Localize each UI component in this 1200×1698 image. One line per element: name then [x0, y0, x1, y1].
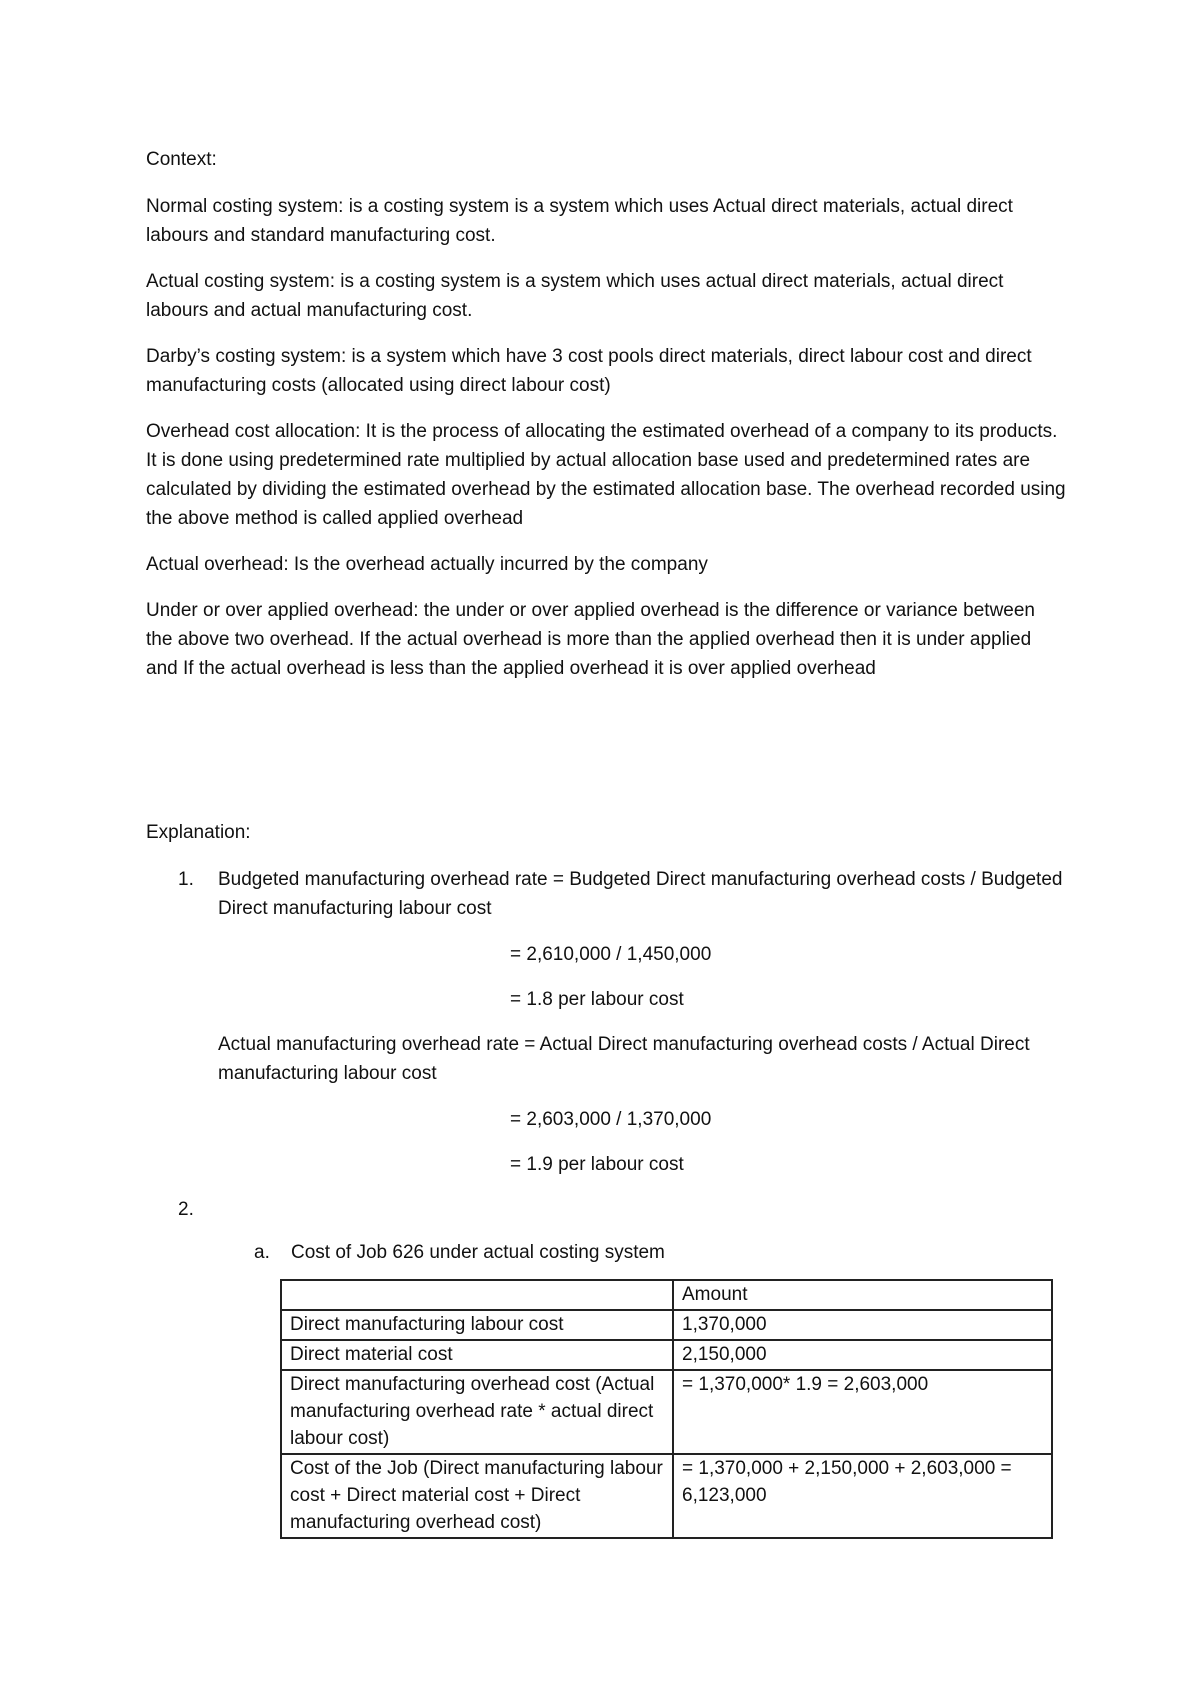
explanation-item-1	[146, 865, 1066, 1179]
table-row	[281, 1370, 1052, 1454]
context-paragraph-normal-costing: Normal costing system: is a costing system is a system which uses Actual direct materials, actual direct labours and standard manufacturing cost.	[146, 196, 1013, 246]
list-number: 1.	[178, 869, 194, 890]
context-heading: Context:	[146, 149, 217, 170]
table-row	[281, 1340, 1052, 1370]
sub-item-letter: a.	[254, 1242, 270, 1263]
list-number: 2.	[178, 1199, 194, 1220]
table-cell-amount: 2,150,000	[673, 1340, 1052, 1370]
job-cost-table	[280, 1279, 1053, 1539]
table-header-row	[281, 1280, 1052, 1310]
context-paragraph-under-over-applied: Under or over applied overhead: the under or over applied overhead is the difference or variance between the above two overhead. If the actual overhead is more than the applied overhead then it is under applied and If the actual overhead is less than the applied overhead it is over applied overhead	[146, 600, 1035, 679]
explanation-list	[146, 865, 1066, 1224]
context-paragraph-actual-overhead: Actual overhead: Is the overhead actually incurred by the company	[146, 554, 708, 575]
explanation-item-2	[146, 1195, 1066, 1224]
sub-item-a	[146, 1238, 1066, 1267]
actual-rate-formula: Actual manufacturing overhead rate = Actual Direct manufacturing overhead costs / Actual Direct manufacturing labour cost	[218, 1034, 1030, 1084]
budgeted-rate-formula: Budgeted manufacturing overhead rate = Budgeted Direct manufacturing overhead costs / Budgeted Direct manufacturing labour cost	[218, 869, 1063, 919]
budgeted-rate-calculation: = 2,610,000 / 1,450,000	[510, 944, 712, 965]
spacer	[146, 700, 1066, 818]
context-paragraph-darby-costing: Darby’s costing system: is a system which have 3 cost pools direct materials, direct labour cost and direct manufacturing costs (allocated using direct labour cost)	[146, 346, 1032, 396]
actual-rate-calculation: = 2,603,000 / 1,370,000	[510, 1109, 712, 1130]
table-cell-label: Direct manufacturing overhead cost (Actual manufacturing overhead rate * actual direct labour cost)	[281, 1370, 673, 1454]
table-row	[281, 1454, 1052, 1538]
table-header-cell	[281, 1280, 673, 1310]
explanation-heading: Explanation:	[146, 822, 251, 843]
table-cell-amount: = 1,370,000* 1.9 = 2,603,000	[673, 1370, 1052, 1454]
table-cell-label: Cost of the Job (Direct manufacturing labour cost + Direct material cost + Direct manufacturing overhead cost)	[281, 1454, 673, 1538]
table-cell-amount: 1,370,000	[673, 1310, 1052, 1340]
table-cell-amount: = 1,370,000 + 2,150,000 + 2,603,000 = 6,123,000	[673, 1454, 1052, 1538]
context-paragraph-overhead-allocation: Overhead cost allocation: It is the process of allocating the estimated overhead of a company to its products. It is done using predetermined rate multiplied by actual allocation base used and predetermined rates are calculated by dividing the estimated overhead by the estimated allocation base. The overhead recorded using the above method is called applied overhead	[146, 421, 1066, 529]
budgeted-rate-result: = 1.8 per labour cost	[510, 989, 684, 1010]
table-header-cell-amount: Amount	[673, 1280, 1052, 1310]
context-paragraph-actual-costing: Actual costing system: is a costing system is a system which uses actual direct materials, actual direct labours and actual manufacturing cost.	[146, 271, 1004, 321]
actual-rate-result: = 1.9 per labour cost	[510, 1154, 684, 1175]
table-row	[281, 1310, 1052, 1340]
document-content	[146, 145, 1066, 1539]
table-cell-label: Direct manufacturing labour cost	[281, 1310, 673, 1340]
sub-item-title: Cost of Job 626 under actual costing system	[291, 1242, 665, 1263]
table-cell-label: Direct material cost	[281, 1340, 673, 1370]
